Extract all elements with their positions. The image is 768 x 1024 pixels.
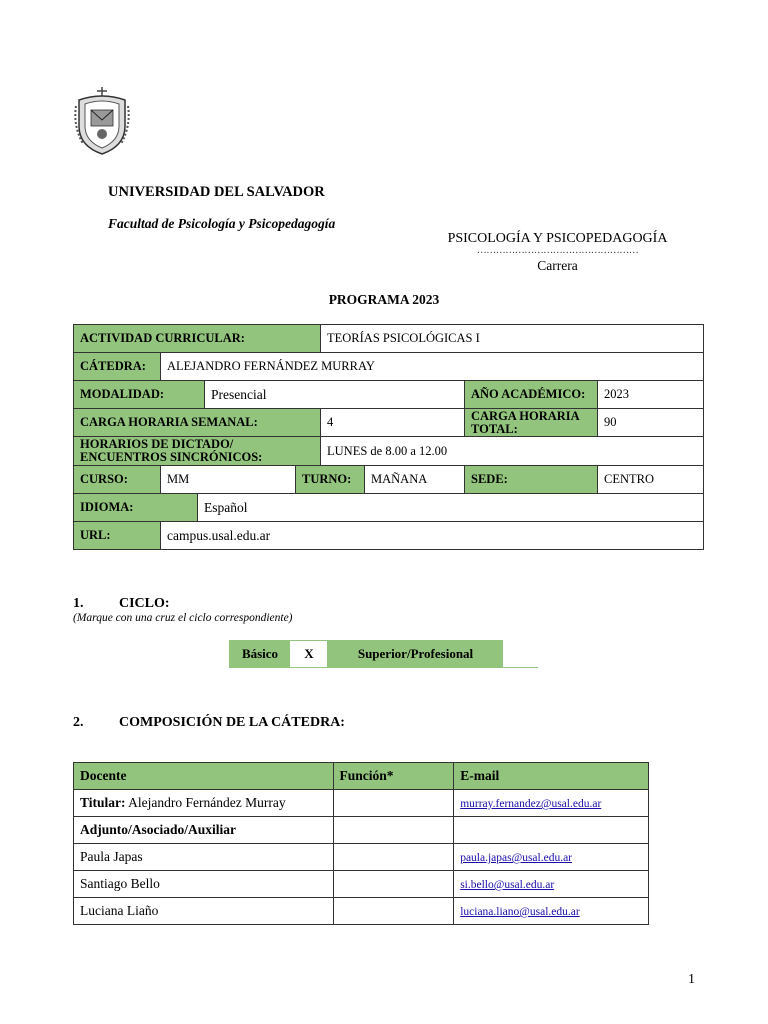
url-label: URL: [73,521,161,550]
program-title: PROGRAMA 2023 [328,292,440,307]
carga-semanal-value: 4 [320,408,465,437]
titular-label: Titular: [80,795,126,810]
adjunto-email [454,817,649,844]
docente-email-link[interactable]: si.bello@usal.edu.ar [460,879,555,891]
section-ciclo-number: 1. [73,596,84,611]
university-name: UNIVERSIDAD DEL SALVADOR [108,184,325,200]
titular-cell [74,790,334,817]
staff-table-header [74,763,649,790]
titular-email-cell [454,790,649,817]
faculty-name: Facultad de Psicología y Psicopedagogía [108,216,336,231]
actividad-label: ACTIVIDAD CURRICULAR: [73,324,321,353]
docente-email-link[interactable]: paula.japas@usal.edu.ar [460,852,573,864]
adjunto-funcion [333,817,454,844]
section-composicion-title: COMPOSICIÓN DE LA CÁTEDRA: [119,715,345,730]
docente-email-cell [454,844,649,871]
catedra-value: ALEJANDRO FERNÁNDEZ MURRAY [160,352,704,381]
catedra-label: CÁTEDRA: [73,352,161,381]
modalidad-label: MODALIDAD: [73,380,205,409]
carga-total-value: 90 [597,408,704,437]
horarios-value: LUNES de 8.00 a 12.00 [320,436,704,466]
docente-funcion [333,871,454,898]
docente-funcion [333,844,454,871]
section-composicion-number: 2. [73,715,84,730]
career-dotted-line: …………………………………………… [476,247,639,256]
ciclo-superior-mark[interactable] [503,640,538,668]
funcion-header: Función* [333,763,454,790]
docente-name: Santiago Bello [74,871,334,898]
table-row [74,871,649,898]
table-row [74,898,649,925]
horarios-label-line1: HORARIOS DE DICTADO/ [80,437,234,451]
anio-label: AÑO ACADÉMICO: [464,380,598,409]
career-caption: Carrera [537,258,578,273]
section-ciclo-title: CICLO: [119,596,170,611]
section-composicion-heading [73,715,345,731]
university-seal-logo [73,86,131,156]
docente-email-cell [454,871,649,898]
ciclo-basico-label: Básico [229,640,291,668]
staff-table [73,762,649,925]
docente-funcion [333,898,454,925]
actividad-value: TEORÍAS PSICOLÓGICAS I [320,324,704,353]
turno-value: MAÑANA [364,465,465,494]
anio-value: 2023 [597,380,704,409]
url-value: campus.usal.edu.ar [160,521,704,550]
horarios-label-line2: ENCUENTROS SINCRÓNICOS: [80,450,263,464]
curso-label: CURSO: [73,465,161,494]
carga-total-label-line1: CARGA HORARIA [471,408,580,423]
docente-name: Luciana Liaño [74,898,334,925]
horarios-label [73,436,321,466]
sede-label: SEDE: [464,465,598,494]
career-value: PSICOLOGÍA Y PSICOPEDAGOGÍA [447,231,668,246]
carga-total-label [464,408,598,437]
section-ciclo-heading [73,596,170,612]
titular-email-link[interactable]: murray.fernandez@usal.edu.ar [460,798,602,810]
docente-name: Paula Japas [74,844,334,871]
table-row [74,844,649,871]
ciclo-superior-label: Superior/Profesional [327,640,504,668]
idioma-label: IDIOMA: [73,493,198,522]
table-row [74,790,649,817]
email-header: E-mail [454,763,649,790]
carga-semanal-label: CARGA HORARIA SEMANAL: [73,408,321,437]
career-block [440,231,675,274]
page-number: 1 [688,972,695,987]
titular-funcion [333,790,454,817]
docente-header: Docente [74,763,334,790]
idioma-value: Español [197,493,704,522]
table-row [74,817,649,844]
sede-value: CENTRO [597,465,704,494]
titular-name: Alejandro Fernández Murray [128,795,286,810]
curso-value: MM [160,465,296,494]
docente-email-cell [454,898,649,925]
adjunto-label: Adjunto/Asociado/Auxiliar [74,817,334,844]
ciclo-hint: (Marque con una cruz el ciclo correspondiente) [73,612,293,624]
carga-total-label-line2: TOTAL: [471,421,518,436]
ciclo-basico-mark[interactable]: X [290,640,328,668]
modalidad-value: Presencial [204,380,465,409]
docente-email-link[interactable]: luciana.liano@usal.edu.ar [460,906,580,918]
turno-label: TURNO: [295,465,365,494]
